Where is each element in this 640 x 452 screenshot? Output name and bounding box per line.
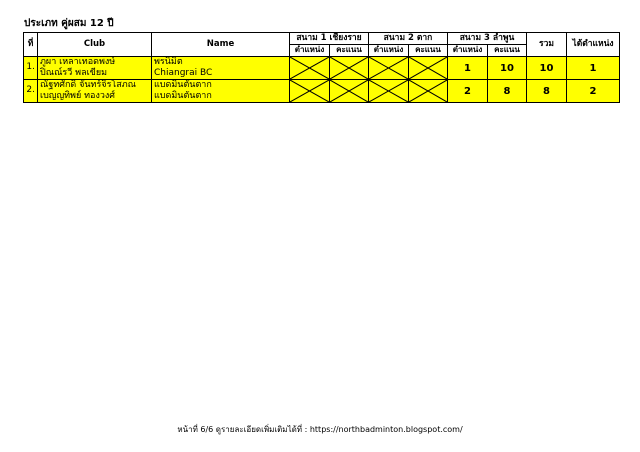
total-points: 8 — [527, 80, 567, 103]
player-names — [38, 57, 152, 80]
venue3-points: 8 — [488, 80, 527, 103]
header-total: รวม — [527, 33, 567, 57]
club-name: แบดมินตันตาก — [154, 91, 212, 101]
empty-cell-crossed — [330, 57, 369, 80]
empty-cell-crossed — [409, 57, 448, 80]
row-number: 1. — [24, 57, 38, 80]
header-venue3-points: คะแนน — [488, 45, 527, 57]
header-venue2: สนาม 2 ตาก — [369, 33, 448, 45]
header-venue2-points: คะแนน — [409, 45, 448, 57]
header-no: ที่ — [24, 33, 38, 57]
page-title: ประเภท คู่ผสม 12 ปี — [24, 18, 114, 29]
row-number: 2. — [24, 80, 38, 103]
header-name: Name — [152, 33, 290, 57]
header-venue1-points: คะแนน — [330, 45, 369, 57]
player-name: ภูผา เหลาเทอดพงษ์ — [40, 57, 116, 67]
empty-cell-crossed — [330, 80, 369, 103]
header-venue2-rank: ตำแหน่ง — [369, 45, 409, 57]
header-venue1-rank: ตำแหน่ง — [290, 45, 330, 57]
venue3-rank: 2 — [448, 80, 488, 103]
header-club: Club — [38, 33, 152, 57]
player-names — [38, 80, 152, 103]
player-name: ปิณณ์รวี พลเขียม — [40, 68, 108, 78]
table-row — [24, 57, 620, 80]
table-row — [24, 80, 620, 103]
header-venue3: สนาม 3 ลำพูน — [448, 33, 527, 45]
empty-cell-crossed — [290, 57, 330, 80]
final-rank: 2 — [567, 80, 620, 103]
header-result: ได้ตำแหน่ง — [567, 33, 620, 57]
empty-cell-crossed — [369, 57, 409, 80]
results-table — [23, 32, 620, 103]
venue3-points: 10 — [488, 57, 527, 80]
page-footer: หน้าที่ 6/6 ดูรายละเอียดเพิ่มเติมได้ที่ : https://northbadminton.blogspot.com/ — [177, 425, 463, 434]
club-name: แบดมินตันตาก — [154, 80, 212, 90]
empty-cell-crossed — [409, 80, 448, 103]
club-name: Chiangrai BC — [154, 68, 213, 78]
player-name: ณัฐทศักดิ์ จันทร์จิรโสภณ — [40, 80, 137, 90]
final-rank: 1 — [567, 57, 620, 80]
header-venue1: สนาม 1 เชียงราย — [290, 33, 369, 45]
header-venue3-rank: ตำแหน่ง — [448, 45, 488, 57]
club-names — [152, 57, 290, 80]
club-names — [152, 80, 290, 103]
venue3-rank: 1 — [448, 57, 488, 80]
total-points: 10 — [527, 57, 567, 80]
club-name: พรนิมิต — [154, 57, 183, 67]
empty-cell-crossed — [290, 80, 330, 103]
player-name: เบญญทิพย์ ทองวงศ์ — [40, 91, 116, 101]
empty-cell-crossed — [369, 80, 409, 103]
